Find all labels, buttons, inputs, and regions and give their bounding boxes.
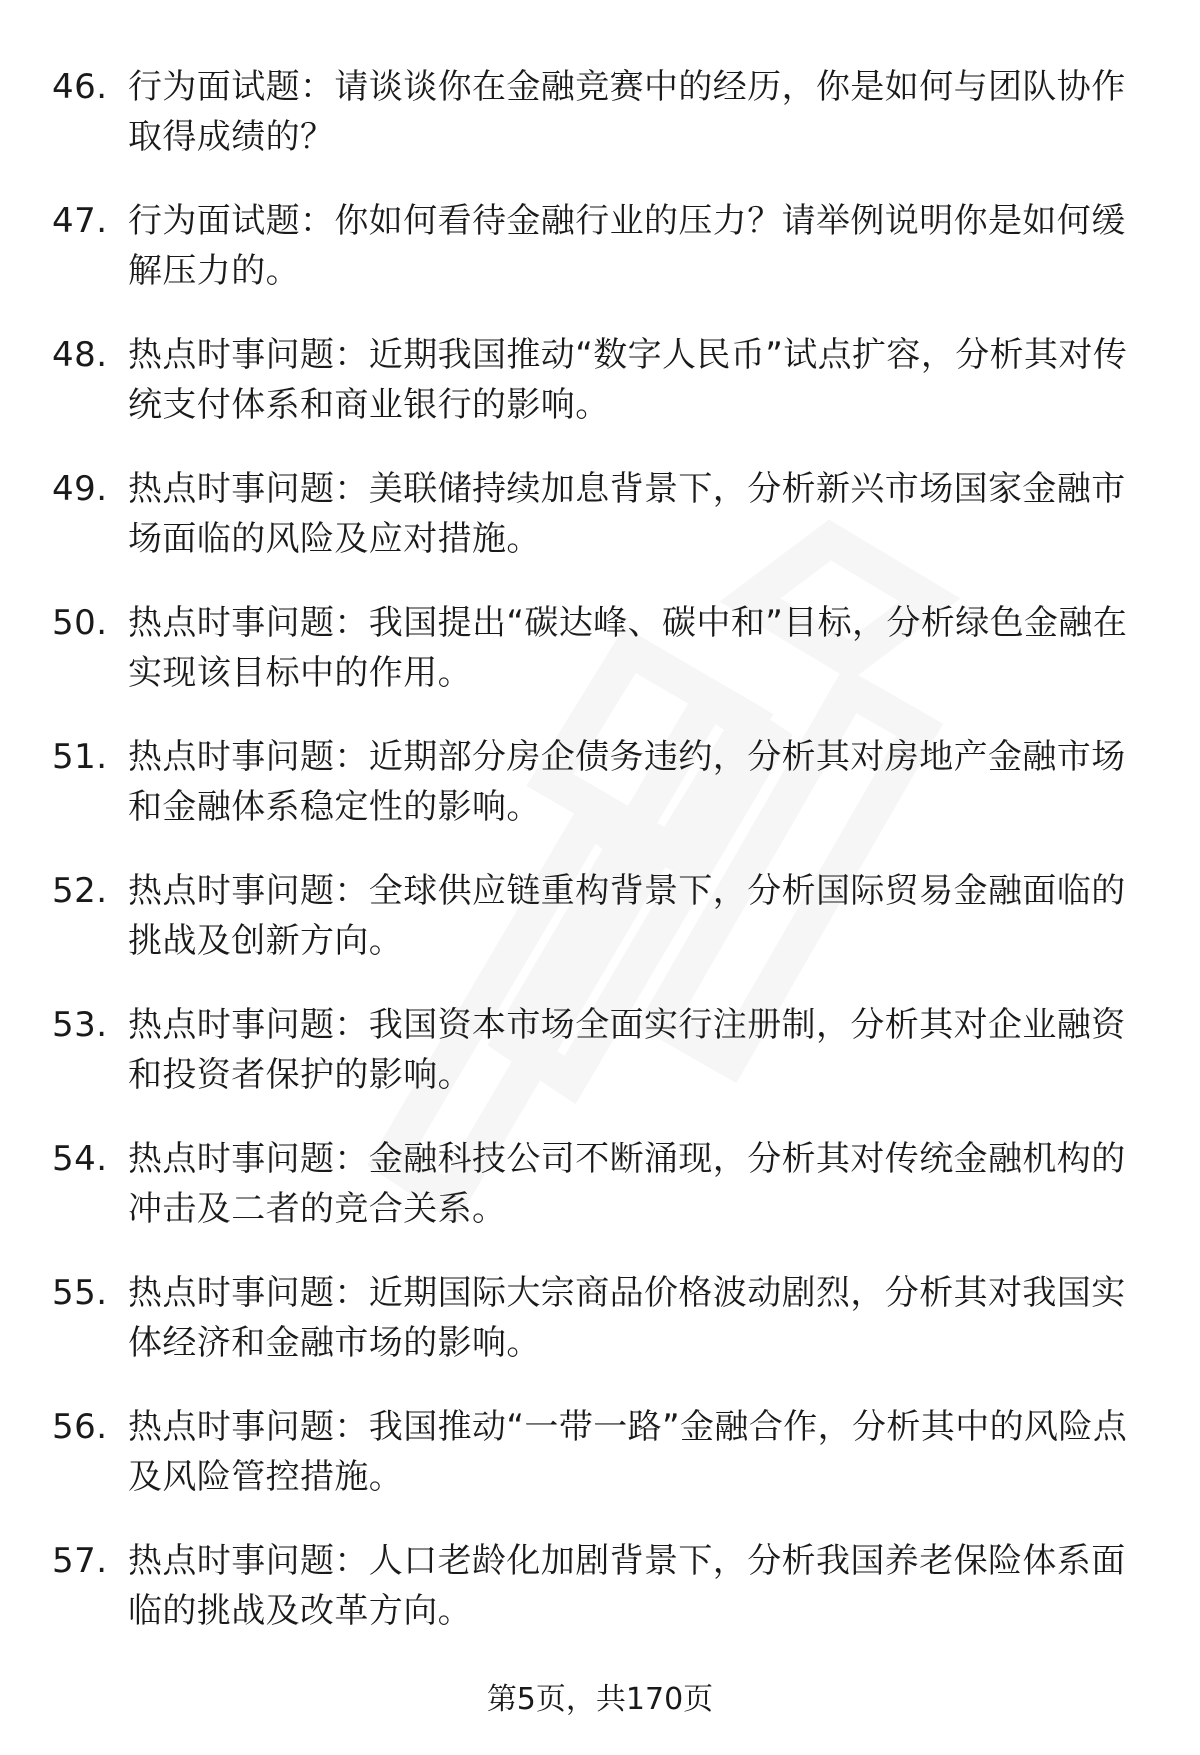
page-footer: 第5页，共170页 <box>486 1682 714 1717</box>
question-text: 热点时事问题：近期国际大宗商品价格波动剧烈，分析其对我国实体经济和金融市场的影响。 <box>128 1273 1126 1363</box>
question-number: 55. <box>52 1273 108 1313</box>
question-number: 51. <box>52 737 108 777</box>
question-item <box>52 62 1152 196</box>
question-text: 热点时事问题：全球供应链重构背景下，分析国际贸易金融面临的挑战及创新方向。 <box>128 871 1126 961</box>
question-item <box>52 732 1152 866</box>
question-item <box>52 598 1152 732</box>
question-number: 48. <box>52 335 108 375</box>
question-item <box>52 464 1152 598</box>
question-number: 54. <box>52 1139 108 1179</box>
question-text: 热点时事问题：我国提出“碳达峰、碳中和”目标，分析绿色金融在实现该目标中的作用。 <box>128 603 1128 693</box>
question-text: 热点时事问题：我国推动“一带一路”金融合作，分析其中的风险点及风险管控措施。 <box>128 1407 1128 1497</box>
question-text: 行为面试题：请谈谈你在金融竞赛中的经历，你是如何与团队协作取得成绩的？ <box>128 67 1126 157</box>
question-item <box>52 866 1152 1000</box>
question-number: 46. <box>52 67 108 107</box>
question-text: 热点时事问题：近期我国推动“数字人民币”试点扩容，分析其对传统支付体系和商业银行的影响。 <box>128 335 1128 425</box>
question-text: 热点时事问题：美联储持续加息背景下，分析新兴市场国家金融市场面临的风险及应对措施。 <box>128 469 1126 559</box>
question-item <box>52 1536 1152 1670</box>
question-list <box>52 62 1152 1670</box>
question-item <box>52 330 1152 464</box>
question-item <box>52 1268 1152 1402</box>
question-number: 53. <box>52 1005 108 1045</box>
question-number: 49. <box>52 469 108 509</box>
question-number: 52. <box>52 871 108 911</box>
question-number: 50. <box>52 603 108 643</box>
question-number: 47. <box>52 201 108 241</box>
question-text: 行为面试题：你如何看待金融行业的压力？请举例说明你是如何缓解压力的。 <box>128 201 1126 291</box>
question-item <box>52 1134 1152 1268</box>
question-number: 57. <box>52 1541 108 1581</box>
question-text: 热点时事问题：近期部分房企债务违约，分析其对房地产金融市场和金融体系稳定性的影响。 <box>128 737 1126 827</box>
question-item <box>52 1402 1152 1536</box>
question-text: 热点时事问题：金融科技公司不断涌现，分析其对传统金融机构的冲击及二者的竞合关系。 <box>128 1139 1126 1229</box>
question-text: 热点时事问题：我国资本市场全面实行注册制，分析其对企业融资和投资者保护的影响。 <box>128 1005 1126 1095</box>
question-item <box>52 1000 1152 1134</box>
question-item <box>52 196 1152 330</box>
question-number: 56. <box>52 1407 108 1447</box>
question-text: 热点时事问题：人口老龄化加剧背景下，分析我国养老保险体系面临的挑战及改革方向。 <box>128 1541 1126 1631</box>
